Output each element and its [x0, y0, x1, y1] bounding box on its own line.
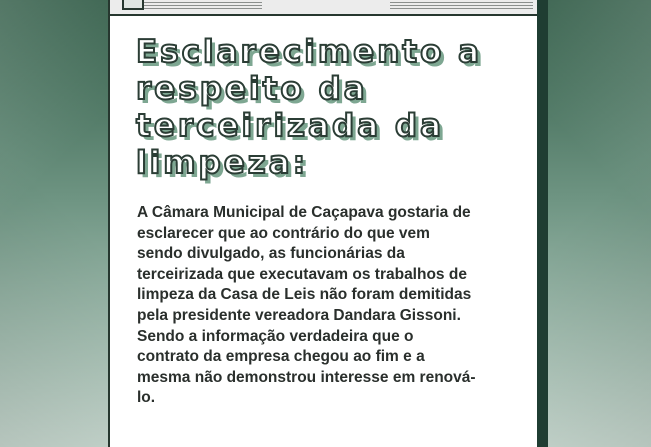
background-right-pattern	[548, 0, 651, 447]
notice-window	[108, 0, 537, 447]
window-icon	[122, 0, 144, 10]
background-left-pattern	[0, 0, 108, 447]
titlebar-decoration-right	[390, 2, 533, 10]
notice-body-text: A Câmara Municipal de Caçapava gostaria de esclarecer que ao contrário do que vem sendo divulgado, as funcionárias da terceirizada que executavam os trabalhos de limpeza da Casa de Leis não foram demitidas pela presidente vereadora Dandara Gissoni. Sendo a informação verdadeira que o contrato da empresa chegou ao fim e a mesma não demonstrou interesse em renová-lo.	[137, 204, 476, 407]
window-titlebar	[110, 0, 537, 16]
window-right-border	[537, 0, 548, 447]
titlebar-decoration-left	[144, 2, 262, 10]
notice-headline: Esclarecimento a respeito da terceirizada da limpeza:	[136, 34, 483, 181]
